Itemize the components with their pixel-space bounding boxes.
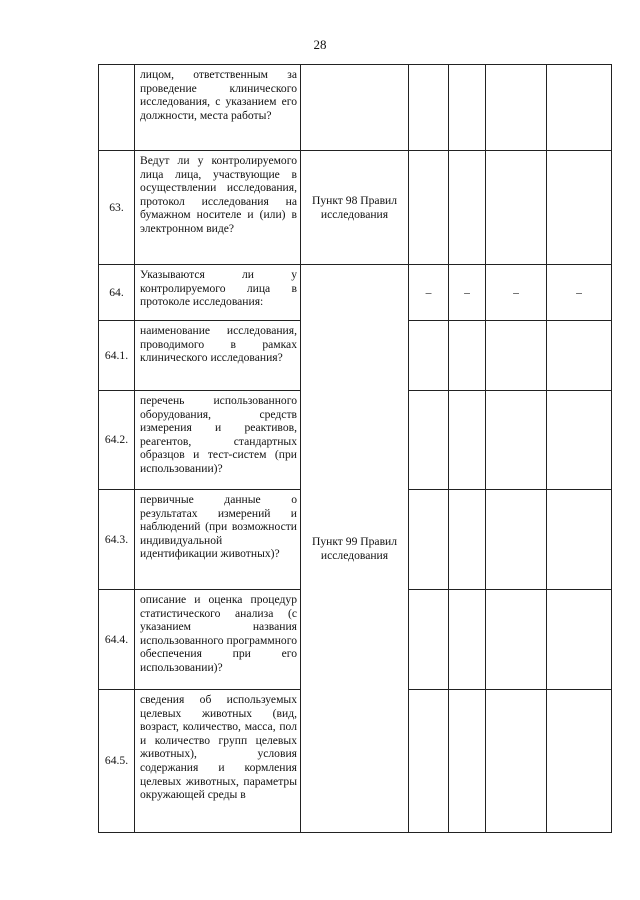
answer-cell bbox=[486, 490, 547, 590]
question-text: перечень использованного оборудования, средств измерения и реактивов, реагентов, стандартных образцов и тест-систем (при использовании)? bbox=[135, 391, 301, 490]
answer-cell bbox=[449, 321, 486, 391]
answer-cell bbox=[547, 690, 612, 833]
legal-reference: Пункт 99 Правил исследования bbox=[301, 265, 409, 833]
item-number: 64.1. bbox=[99, 321, 135, 391]
legal-reference-cell bbox=[409, 690, 449, 833]
item-number: 64.2. bbox=[99, 391, 135, 490]
answer-cell bbox=[449, 65, 486, 151]
answer-cell bbox=[547, 490, 612, 590]
answer-cell bbox=[547, 65, 612, 151]
answer-cell bbox=[449, 690, 486, 833]
answer-cell bbox=[409, 151, 449, 265]
question-text: наименование исследования, проводимого в рамках клинического исследования? bbox=[135, 321, 301, 391]
question-text: Указываются ли у контролируемого лица в протоколе исследования: bbox=[135, 265, 301, 321]
table-row bbox=[99, 65, 612, 151]
not-applicable-dash: – bbox=[547, 265, 612, 321]
not-applicable-dash: – bbox=[409, 265, 449, 321]
question-text: первичные данные о результатах измерений и наблюдений (при возможности индивидуальной идентификации животных)? bbox=[135, 490, 301, 590]
question-text: лицом, ответственным за проведение клинического исследования, с указанием его должности, места работы? bbox=[135, 65, 301, 151]
answer-cell bbox=[486, 391, 547, 490]
table-row bbox=[99, 265, 612, 321]
question-text: описание и оценка процедур статистического анализа (с указанием названия использованного программного обеспечения при его использовании)? bbox=[135, 590, 301, 690]
page-number: 28 bbox=[313, 37, 327, 52]
answer-cell bbox=[486, 321, 547, 391]
item-number: 64.5. bbox=[99, 690, 135, 833]
answer-cell bbox=[486, 690, 547, 833]
not-applicable-dash: – bbox=[449, 265, 486, 321]
answer-cell bbox=[449, 391, 486, 490]
answer-cell bbox=[486, 590, 547, 690]
answer-cell bbox=[547, 151, 612, 265]
answer-cell bbox=[409, 391, 449, 490]
answer-cell bbox=[449, 151, 486, 265]
answer-cell bbox=[409, 590, 449, 690]
legal-reference-cell bbox=[301, 65, 409, 151]
item-number bbox=[99, 65, 135, 151]
answer-cell bbox=[547, 590, 612, 690]
answer-cell bbox=[409, 490, 449, 590]
answer-cell bbox=[547, 391, 612, 490]
item-number: 64.4. bbox=[99, 590, 135, 690]
question-text: сведения об используемых целевых животных (вид, возраст, количество, масса, пол и количество групп целевых животных), условия содержания и кормления целевых животных, параметры окружающей среды в bbox=[135, 690, 301, 833]
legal-reference: Пункт 98 Правил исследования bbox=[301, 151, 409, 265]
answer-cell bbox=[449, 590, 486, 690]
item-number: 64. bbox=[99, 265, 135, 321]
answer-cell bbox=[486, 65, 547, 151]
question-text: Ведут ли у контролируемого лица лица, участвующие в осуществлении исследования, протокол исследования на бумажном носителе и (или) в электронном виде? bbox=[135, 151, 301, 265]
item-number: 63. bbox=[99, 151, 135, 265]
item-number: 64.3. bbox=[99, 490, 135, 590]
answer-cell bbox=[547, 321, 612, 391]
not-applicable-dash: – bbox=[486, 265, 547, 321]
table-row bbox=[99, 151, 612, 265]
answer-cell bbox=[449, 490, 486, 590]
answer-cell bbox=[409, 65, 449, 151]
checklist-table bbox=[98, 64, 612, 833]
answer-cell bbox=[486, 151, 547, 265]
answer-cell bbox=[409, 321, 449, 391]
